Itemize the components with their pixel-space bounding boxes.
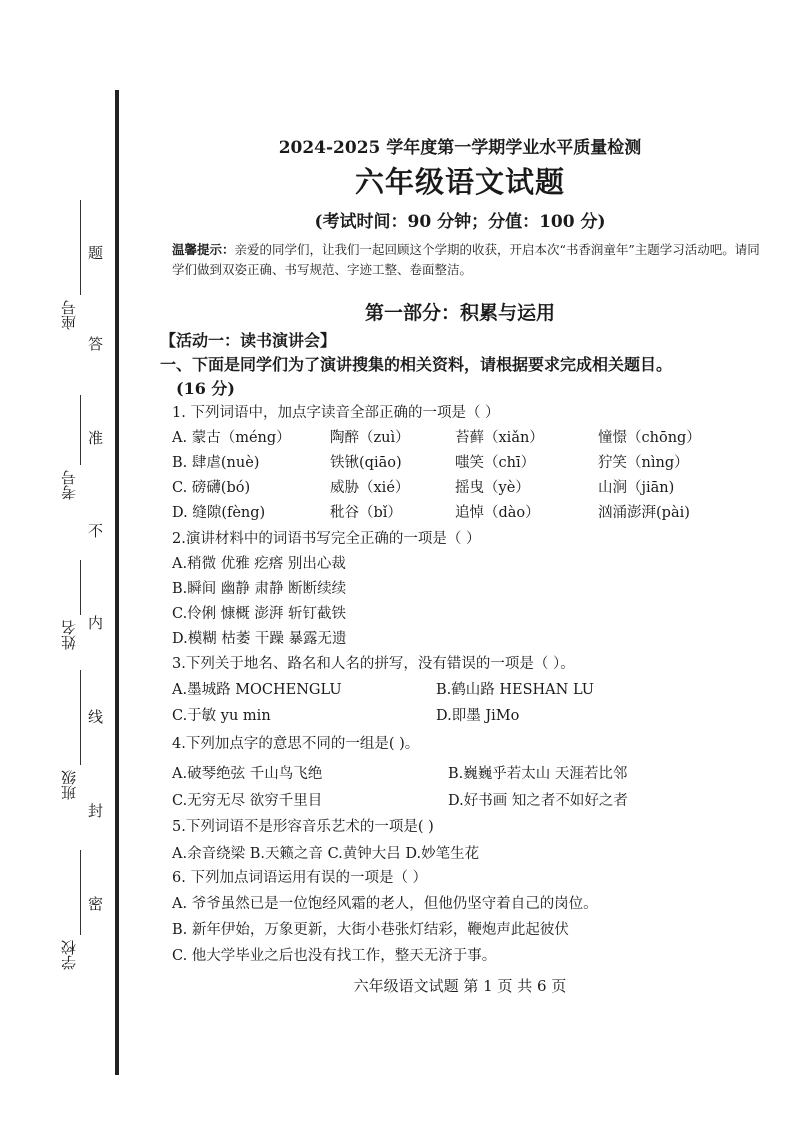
part-title: 第一部分：积累与运用	[364, 302, 555, 324]
q3-option-d: D.即墨 JiMo	[436, 708, 520, 724]
q3-option-a: A.墨城路 MOCHENGLU	[172, 682, 342, 698]
q2-option: D.模糊 枯萎 干躁 暴露无遗	[172, 631, 347, 647]
q1-option: 憧憬（chōng）	[598, 430, 701, 446]
q1-option: 秕谷（bǐ）	[330, 505, 402, 521]
seal-char: 准	[88, 429, 104, 447]
exam-number-blank	[80, 395, 81, 465]
q1-option: 摇曳（yè）	[455, 480, 530, 496]
exam-number-label: 考号	[60, 470, 78, 500]
class-label: 班级	[60, 770, 78, 800]
q4-option-a: A.破琴绝弦 千山鸟飞绝	[172, 766, 323, 782]
question-4-stem: 4.下列加点字的意思不同的一组是( )。	[172, 736, 420, 752]
seal-char: 封	[88, 802, 104, 820]
school-label: 学校	[60, 940, 78, 970]
school-blank	[80, 850, 81, 935]
activity-title: 【活动一：读书演讲会】	[160, 331, 337, 350]
section-heading: 一、下面是同学们为了演讲搜集的相关资料，请根据要求完成相关题目。	[160, 355, 673, 374]
q3-option-b: B.鹤山路 HESHAN LU	[436, 682, 595, 698]
seal-char: 内	[88, 614, 104, 632]
q4-option-b: B.巍巍乎若太山 天涯若比邻	[448, 766, 628, 782]
name-label: 姓名	[60, 620, 78, 650]
q1-option: 威胁（xié）	[330, 480, 410, 496]
class-blank	[80, 670, 81, 765]
page-title: 六年级语文试题	[354, 165, 565, 199]
seal-char: 答	[88, 335, 104, 353]
q2-option: B.瞬间 幽静 肃静 断断续续	[172, 581, 347, 597]
q1-option: 苔藓（xiǎn）	[455, 430, 544, 446]
q6-option-a: A. 爷爷虽然已是一位饱经风霜的老人，但他仍坚守着自己的岗位。	[172, 896, 598, 912]
q3-option-c: C.于敏 yu min	[172, 708, 271, 724]
seal-char: 线	[88, 708, 104, 726]
q1-option: 山涧（jiān)	[598, 480, 675, 496]
seal-char: 不	[88, 522, 104, 540]
q1-option: B. 肆虐(nuè)	[172, 455, 260, 471]
warm-tip-lead: 温馨提示：	[172, 242, 235, 257]
question-6-stem: 6. 下列加点词语运用有误的一项是（ ）	[172, 870, 428, 886]
question-1-stem: 1. 下列词语中，加点字读音全部正确的一项是（ ）	[172, 405, 500, 421]
seat-number-blank	[80, 200, 81, 295]
q1-option: 汹涌澎湃(pài)	[598, 505, 690, 521]
q6-option-b: B. 新年伊始，万象更新，大街小巷张灯结彩，鞭炮声此起彼伏	[172, 922, 569, 938]
q1-option: D. 缝隙(fèng)	[172, 505, 266, 521]
binding-margin-line	[115, 90, 119, 1075]
q2-option: C.伶俐 慷概 澎湃 斩钉截铁	[172, 606, 347, 622]
seal-char: 密	[88, 895, 104, 913]
seal-char: 题	[88, 244, 104, 262]
term-heading: 2024-2025 学年度第一学期学业水平质量检测	[278, 138, 642, 158]
q1-option: 陶醉（zuì）	[330, 430, 410, 446]
exam-info: (考试时间：90 分钟；分值：100 分)	[314, 212, 606, 232]
seat-number-label: 座号	[60, 300, 78, 330]
warm-tip-body: 亲爱的同学们，让我们一起回顾这个学期的收获，开启本次“书香润童年”主题学习活动吧。请同学们做到双姿正确、书写规范、字迹工整、卷面整洁。	[172, 242, 760, 277]
q2-option: A.稍微 优雅 疙瘩 别出心裁	[172, 556, 346, 572]
q1-option: A. 蒙古（méng）	[172, 430, 291, 446]
q6-option-c: C. 他大学毕业之后也没有找工作，整天无济于事。	[172, 948, 497, 964]
q1-option: 嗤笑（chī）	[455, 455, 536, 471]
q1-option: 铁锹(qiāo)	[330, 455, 402, 471]
q1-option: 狞笑（nìng）	[598, 455, 689, 471]
question-5-stem: 5.下列词语不是形容音乐艺术的一项是( )	[172, 819, 434, 835]
q5-options: A.余音绕梁 B.天籁之音 C.黄钟大吕 D.妙笔生花	[172, 846, 480, 862]
question-3-stem: 3.下列关于地名、路名和人名的拼写，没有错误的一项是（ ）。	[172, 656, 575, 672]
warm-tip	[172, 240, 772, 280]
section-score: (16 分)	[176, 379, 235, 398]
question-2-stem: 2.演讲材料中的词语书写完全正确的一项是（ ）	[172, 531, 481, 547]
q4-option-c: C.无穷无尽 欲穷千里目	[172, 793, 323, 809]
q4-option-d: D.好书画 知之者不如好之者	[448, 793, 628, 809]
page-footer: 六年级语文试题 第 1 页 共 6 页	[353, 977, 567, 995]
q1-option: 追悼（dào）	[455, 505, 540, 521]
q1-option: C. 磅礴(bó)	[172, 480, 251, 496]
name-blank	[80, 560, 81, 615]
